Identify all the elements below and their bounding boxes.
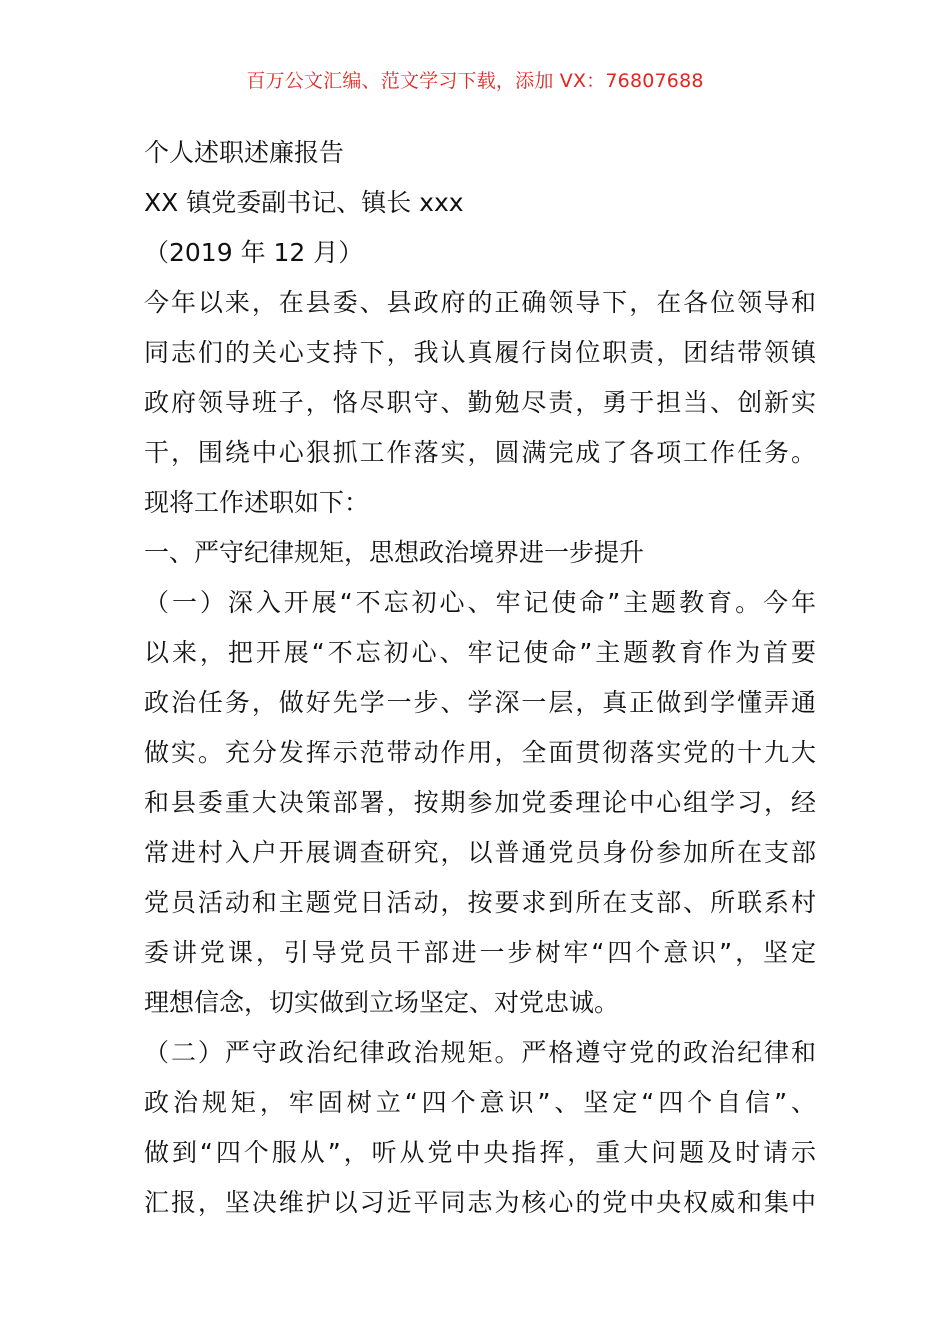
text-line: 做到“四个服从”，听从党中央指挥，重大问题及时请示 [144, 1138, 816, 1167]
text-line: 政治规矩，牢固树立“四个意识”、坚定“四个自信”、 [144, 1088, 816, 1117]
text-line: 做实。充分发挥示范带动作用，全面贯彻落实党的十九大 [144, 738, 816, 767]
text-line: 以来，把开展“不忘初心、牢记使命”主题教育作为首要 [144, 638, 816, 667]
text-line: 政治任务，做好先学一步、学深一层，真正做到学懂弄通 [144, 688, 816, 717]
text-line: 和县委重大决策部署，按期参加党委理论中心组学习，经 [144, 788, 816, 817]
text-line: 委讲党课，引导党员干部进一步树牢“四个意识”，坚定 [144, 938, 816, 967]
text-line: 汇报，坚决维护以习近平同志为核心的党中央权威和集中 [144, 1188, 816, 1217]
text-line: 政府领导班子，恪尽职守、勤勉尽责，勇于担当、创新实 [144, 388, 816, 417]
text-line: 党员活动和主题党日活动，按要求到所在支部、所联系村 [144, 888, 816, 917]
document-body [144, 128, 816, 1228]
text-line: 同志们的关心支持下，我认真履行岗位职责，团结带领镇 [144, 338, 816, 367]
text-line: 理想信念，切实做到立场坚定、对党忠诚。 [144, 988, 620, 1017]
text-line: 一、严守纪律规矩，思想政治境界进一步提升 [144, 538, 645, 567]
text-line: 干，围绕中心狠抓工作落实，圆满完成了各项工作任务。 [144, 438, 816, 467]
text-line: （一）深入开展“不忘初心、牢记使命”主题教育。今年 [144, 588, 816, 617]
document-date: （2019 年 12 月） [144, 238, 364, 267]
text-line: （二）严守政治纪律政治规矩。严格遵守党的政治纪律和 [144, 1038, 816, 1067]
document-title: 个人述职述廉报告 [144, 138, 345, 167]
text-line: 今年以来，在县委、县政府的正确领导下，在各位领导和 [144, 288, 816, 317]
header-watermark-note: 百万公文汇编、范文学习下载，添加 VX：76807688 [246, 70, 704, 92]
document-author: XX 镇党委副书记、镇长 xxx [144, 188, 464, 217]
text-line: 常进村入户开展调查研究，以普通党员身份参加所在支部 [144, 838, 816, 867]
text-line: 现将工作述职如下： [144, 488, 370, 517]
